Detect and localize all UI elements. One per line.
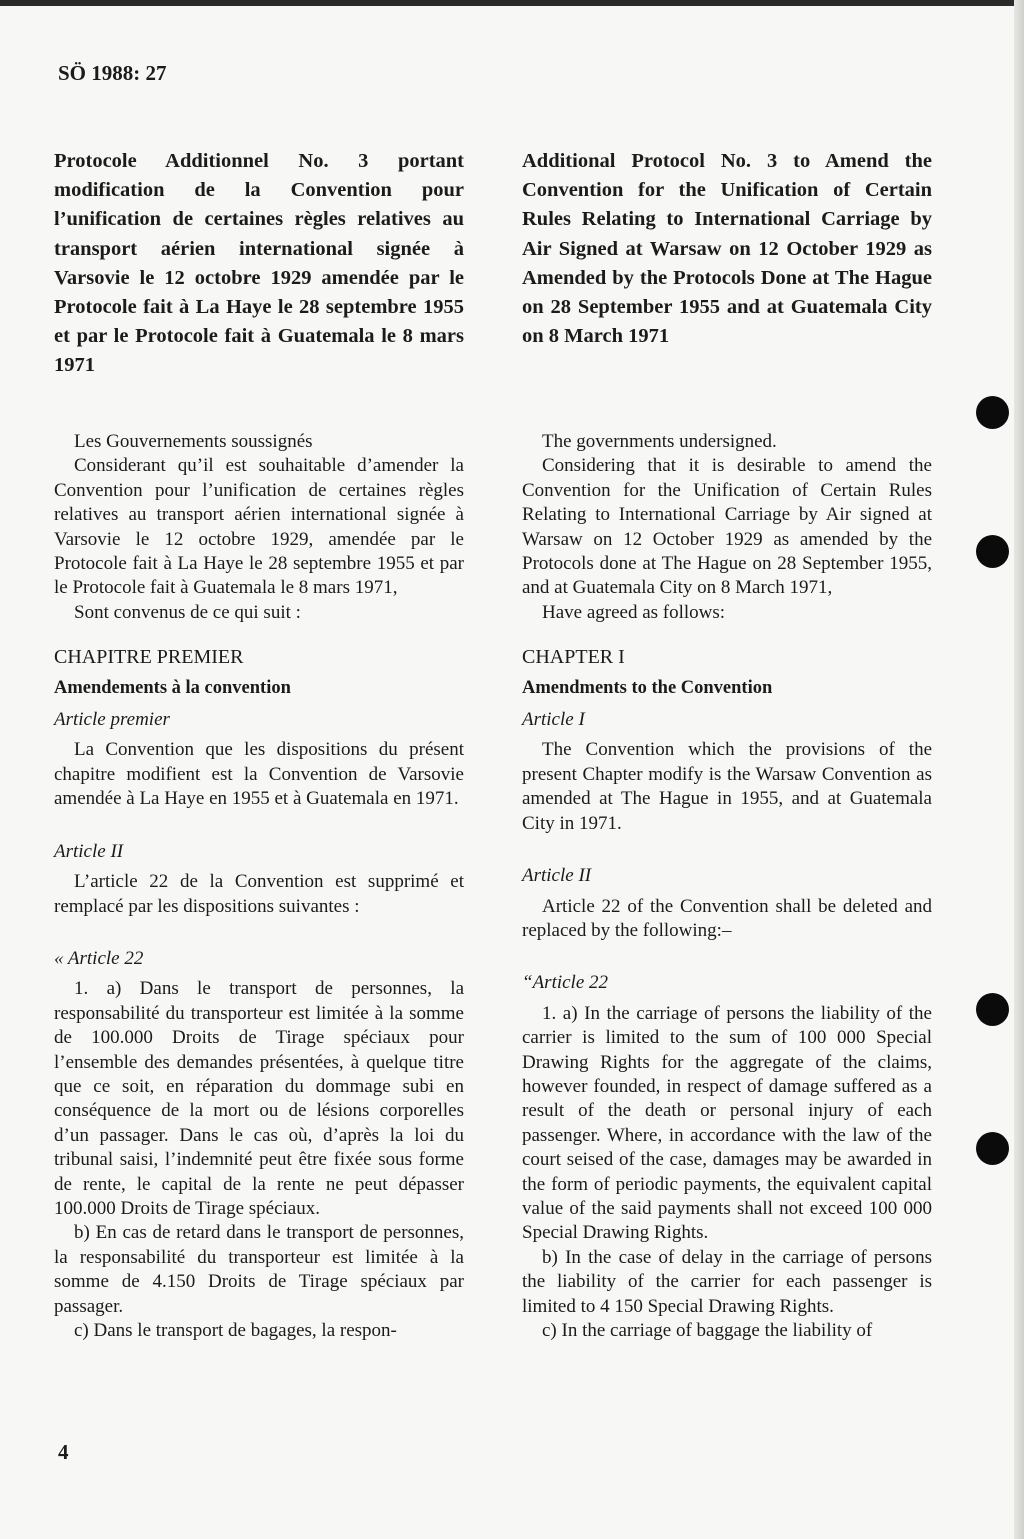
french-article-2-title: Article II: [54, 840, 124, 862]
english-paragraph-1c: c) In the carriage of baggage the liability of: [542, 1320, 873, 1341]
document-reference: SÖ 1988: 27: [58, 61, 167, 85]
english-considering: Considering that it is desirable to amend the Convention for the Unification of Certain Rules Relating to International Carriage by Air signed at Warsaw on 12 October 1929 as amended by the Protocols done at The Hague on 28 September 1955, and at Guatemala City on 8 March 1971,: [522, 455, 932, 599]
english-column: [522, 147, 932, 1343]
french-article-1-title: Article premier: [54, 709, 170, 731]
english-chapter-heading: Amendments to the Convention: [522, 677, 773, 698]
french-paragraph-1a: 1. a) Dans le transport de personnes, la responsabilité du transporteur est limitée à la somme de 100.000 Droits de Tirage spéciaux pour l’ensemble des demandes présentées, à quelque titre que ce soit, en réparation du dommage subi en conséquence de la mort ou de lésions corporelles d’un passager. Dans le cas où, d’après la loi du tribunal saisi, l’indemnité peut être fixée sous forme de rente, le capital de la rente ne peut dépasser 100.000 Droits de Tirage spéciaux.: [54, 978, 464, 1219]
scan-edge-top: [0, 0, 1024, 6]
french-governments: Les Gouvernements soussignés: [74, 431, 313, 452]
english-article-1-text: The Convention which the provisions of the present Chapter modify is the Warsaw Convention as amended at The Hague in 1955, and at Guatemala City in 1971.: [522, 739, 932, 834]
french-chapter: CHAPITRE PREMIER: [54, 646, 244, 669]
french-agreed: Sont convenus de ce qui suit :: [74, 601, 301, 623]
english-agreed: Have agreed as follows:: [542, 601, 726, 623]
french-article-2-text: L’article 22 de la Convention est supprimé et remplacé par les dispositions suivantes :: [54, 871, 464, 917]
french-column: [54, 147, 464, 1343]
english-paragraph-1b: b) In the case of delay in the carriage of persons the liability of the carrier for each passenger is limited to 4 150 Special Drawing Rights.: [522, 1246, 932, 1317]
french-title: Protocole Additionnel No. 3 portant modification de la Convention pour l’unification de certaines règles relatives au transport aérien international signée à Varsovie le 12 octobre 1929 amendée par le Protocole fait à La Haye le 28 septembre 1955 et par le Protocole fait à Guatemala le 8 mars 1971: [54, 150, 464, 377]
french-chapter-heading: Amendements à la convention: [54, 677, 291, 698]
french-article-1-text: La Convention que les dispositions du présent chapitre modifient est la Convention de Varsovie amendée à La Haye en 1955 et à Guatemala en 1971.: [54, 739, 464, 810]
english-title: Additional Protocol No. 3 to Amend the Convention for the Unification of Certain Rules Relating to International Carriage by Air Signed at Warsaw on 12 October 1929 as Amended by the Protocols Done at The Hague on 28 September 1955 and at Guatemala City on 8 March 1971: [522, 150, 932, 348]
english-article-2-text: Article 22 of the Convention shall be deleted and replaced by the following:–: [522, 895, 932, 941]
punch-hole-1: [976, 396, 1009, 429]
page-number: 4: [58, 1440, 69, 1464]
french-considering: Considerant qu’il est souhaitable d’amender la Convention pour l’unification de certaines règles relatives au transport aérien international signée à Varsovie le 12 octobre 1929, amendée par le Protocole fait à La Haye le 28 septembre 1955 et par le Protocole fait à Guatemala le 8 mars 1971,: [54, 455, 464, 599]
english-article-1-title: Article I: [522, 709, 585, 731]
french-article-22-title: « Article 22: [54, 947, 144, 969]
scan-edge-right: [1014, 0, 1024, 1539]
english-governments: The governments undersigned.: [542, 431, 777, 452]
punch-hole-3: [976, 993, 1009, 1026]
french-paragraph-1c: c) Dans le transport de bagages, la respon-: [74, 1320, 397, 1341]
english-chapter: CHAPTER I: [522, 646, 625, 669]
english-article-2-title: Article II: [522, 865, 592, 887]
punch-hole-2: [976, 535, 1009, 568]
punch-hole-4: [976, 1132, 1009, 1165]
french-paragraph-1b: b) En cas de retard dans le transport de personnes, la responsabilité du transporteur est limitée à la somme de 4.150 Droits de Tirage spéciaux par passager.: [54, 1222, 464, 1317]
english-paragraph-1a: 1. a) In the carriage of persons the liability of the carrier is limited to the sum of 100 000 Special Drawing Rights for the aggregate of the claims, however founded, in respect of damage suffered as a result of the death or personal injury of each passenger. Where, in accordance with the law of the court seised of the case, damages may be awarded in the form of periodic payments, the equivalent capital value of the said payments shall not exceed 100 000 Special Drawing Rights.: [522, 1002, 932, 1244]
english-article-22-title: “Article 22: [522, 972, 609, 994]
